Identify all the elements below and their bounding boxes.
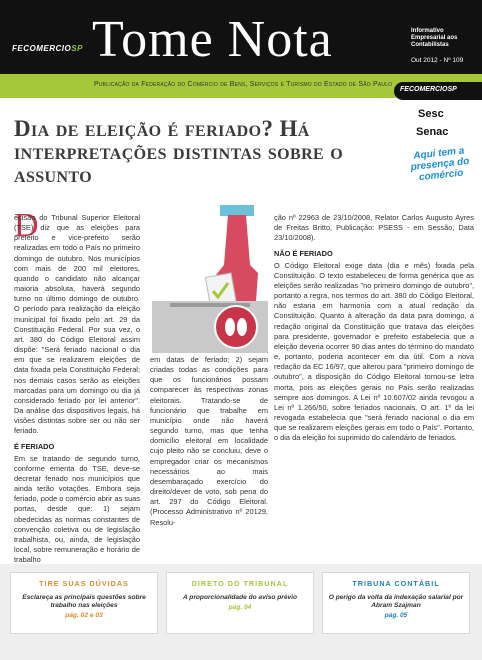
article-column-2 [150,355,268,528]
paragraph-citation: ção nº 22963 de 23/10/2008, Relator Carlos Augusto Ayres de Freitas Britto, Publicação: PSESS - em Sessão, Data 23/10/2008). [274,213,474,243]
newsletter-title: Tome Nota [92,11,333,68]
flip-flop-right-icon [237,318,247,336]
newsletter-tagline: Informativo Empresarial aos Contabilistas [411,28,458,48]
paragraph-continuation: em datas de feriado; 2) sejam criadas todas as condições para que os funcionários possam comparecer às respectivas zonas eleitorais. Tratando-se de funcionário que trabalhe em município onde não haverá segundo turno, mas que tenha domicílio eleitoral em localidade cujo pleito não se concluiu, deve o empregador criar os mecanismos necessários ao mais desembaraçado exercício do direito/dever de voto, sob pena do art. 297 do Código Eleitoral. (Processo Administrativo nº 20129, Resolu- [150,355,268,527]
article-column-3 [274,213,474,443]
teaser-heading: TRIBUNA CONTÁBIL [352,579,440,588]
article-headline: Dia de eleição é feriado? Há interpretações distintas sobre o assunto [14,116,344,187]
paragraph-intro: ecisão do Tribunal Superior Eleitoral (TSE) diz que as eleições para prefeito e vice-prefeito serão realizadas em todo o País no primeiro domingo de outubro. Nos municípios com mais de 200 mil eleitores, quando o candidato não alcançar maioria absoluta, haverá segundo turno no último domingo de outubro. O período para realização da eleição municipal foi fixado pelo art. 29 da Constituição Federal. Por sua vez, o art. 380 do Código Eleitoral assim dispõe: "Será feriado nacional o dia em que se realizarem eleições de data fixada pela Constituição Federal; nos demais casos serão as eleições marcadas para um domingo ou dia já considerado feriado por lei anterior". Da análise dos dispositivos legais, há visões distintas sobre ser ou não ser feriado. [14,213,140,436]
paragraph-feriado: Em se tratando de segundo turno, conforme ementa do TSE, deve-se decretar feriado nos municípios que ainda terão votações. Embora seja feriado, pode o comércio abrir as suas portas, desde que: 1) sejam obedecidas as normas constantes de convenção coletiva ou de legislação trabalhista, ou, ainda, de legislação local, sobre remuneração e horário de trabalho [14,453,140,565]
partner-logos [390,80,482,196]
publisher-text: Publicação da Federação do Comércio de Bens, Serviços e Turismo do Estado de São Paulo [94,81,393,88]
masthead [0,0,482,74]
teaser-heading: DIRETO DO TRIBUNAL [191,579,289,588]
sesc-logo: Sesc [418,108,444,120]
teaser-heading: TIRE SUAS DÚVIDAS [39,579,129,588]
senac-logo: Senac [416,126,449,138]
teaser-page: pág. 05 [384,612,408,619]
section-heading-nao-feriado: NÃO É FERIADO [274,249,333,259]
teaser-box-direto-tribunal[interactable] [166,572,314,634]
teaser-text: A proporcionalidade do aviso prévio [182,594,298,601]
teaser-page: pág. 04 [228,604,252,611]
fecomercio-badge: FECOMERCIOSP [394,82,482,100]
drop-cap: D [14,207,39,244]
teaser-page: pág. 02 e 03 [65,612,103,619]
paragraph-nao-feriado: O Código Eleitoral exige data (dia e mês) fixada pela Constituição. O texto estabeleceu de forma genérica que as eleições serão realizadas "no primeiro domingo de outubro", portanto a regra, nos termos do art. 380 do Código Eleitoral, não estaria em harmonia com a atual redação da Constituição. Quanto à alteração da data para domingo, a redação original da Constituição que tratava das eleições para presidente, governador e prefeito estabelecia que a eleição deveria ocorrer 90 dias antes do término do mandato e, portanto, poderia acontecer em dia útil. Com a nova redação da EC 16/97, que alterou para "primeiro domingo de outubro", a disposição do Código Eleitoral tornou-se letra morta, pois as eleições gerais no País serão realizadas sempre aos domingos. A Lei nº 10.607/02 ainda revogou a Lei nº 1.266/50, sobre feriados nacionais. O art. 1º da lei revogada estabelecia que "será feriado nacional o dia em que se realizarem eleições gerais em todo o País". Portanto, o dia da eleição foi suprimido do calendário de feriados. [274,260,474,443]
sleeve-cuff [220,205,254,216]
teaser-box-tribuna-contabil[interactable] [322,572,470,634]
teaser-text: Esclareça as principais questões sobre trabalho nas eleições [22,594,146,609]
section-heading-feriado: É FERIADO [14,442,55,452]
commerce-slogan: Aqui tem a presença do comércio [410,145,470,184]
article-column-1 [14,207,140,565]
ballot-illustration [150,205,270,355]
teaser-text: O perigo da volta da indexação salarial por Abram Szajman [328,594,464,609]
teaser-box-tire-duvidas[interactable] [10,572,158,634]
flip-flops-badge [215,306,257,348]
fecomercio-logo: FECOMERCIOSP [12,44,83,53]
flip-flop-left-icon [225,318,235,336]
issue-number: Out 2012 - Nº 109 [411,57,464,64]
